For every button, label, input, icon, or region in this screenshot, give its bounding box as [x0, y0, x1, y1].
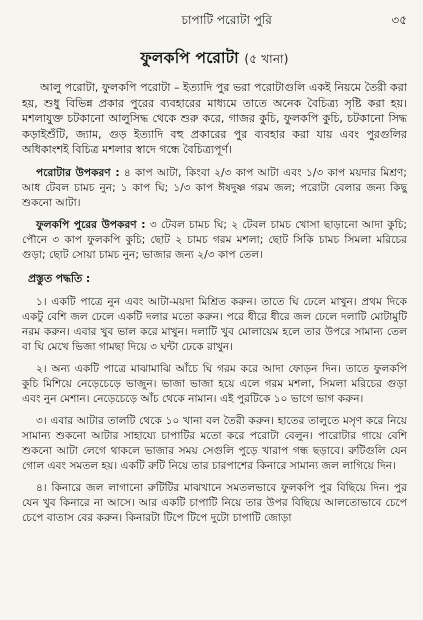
paratha-ingredients	[22, 166, 407, 211]
filling-ingredients	[22, 218, 407, 263]
page-number: ৩৫	[391, 13, 407, 27]
paratha-ingredients-label: পরোটার উপকরণ :	[36, 166, 120, 179]
recipe-intro: আলু পরোটা, ফুলকপি পরোটা – ইত্যাদি পুর ভরা পরোটাগুলি একই নিয়মে তৈরী করা হয়, শুধু বিভিন্ন প্রকার পুরের ব্যবহারের মাধ্যমে তাতে অনেক বৈচিত্র্য সৃষ্টি করা হয়। মশলাযুক্ত চটকানো আলুসিদ্ধ থেকে শুরু করে, গাজর কুচি, ফুলকপি কুচি, চটকানো সিদ্ধ কড়াইশুঁটি, জ্যাম, গুড় ইত্যাদি বহু প্রকারের পুর ব্যবহার করা যায় এবং পুরগুলির অধিকাংশই বিচিত্র মশলার স্বাদে গন্ধে বৈচিত্র্যপূর্ণ।	[22, 81, 407, 156]
paratha-ingredients-text: ৪ কাপ আটা, কিংবা ২/৩ কাপ আটা এবং ১/৩ কাপ ময়দার মিশ্রণ; আধ টেবল চামচ নুন; ১ কাপ ঘি; ১/৩ কাপ ঈষদুষ্ণ গরম জল; পরোটা বেলার জন্য কিছু শুকনো আটা।	[22, 166, 407, 209]
method-step: ১। একটি পাত্রে নুন এবং আটা-ময়দা মিশ্রিত করুন। তাতে ঘি ঢেলে মাখুন। প্রথম দিকে একটু বেশি জল ঢেলে একটি দলার মতো করুন। পরে ধীরে ধীরে জল ঢেলে দলাটি মোটামুটি নরম করুন। এবার খুব ভাল করে মাখুন। দলাটি খুব মোলায়েম হলে তার উপরে সামান্য তেল বা ঘি মেখে ভিজা গামছা দিয়ে ৩ ঘন্টা ঢেকে রাখুন।	[22, 295, 407, 353]
filling-ingredients-text: ৩ টেবল চামচ ঘি; ২ টেবল চামচ খোসা ছাড়ানো আদা কুচি; পৌনে ৩ কাপ ফুলকপি কুচি; ছোট ২ চামচ গরম মশলা; ছোট সিকি চামচ সিমলা মরিচের গুড়া; ছোট সোয়া চামচ নুন; ভাজার জন্য ২/৩ কাপ তেল।	[22, 218, 408, 261]
recipe-title	[22, 46, 407, 72]
recipe-title-text: ফুলকপি পরোটা	[140, 49, 239, 67]
method-step: ৪। কিনারে জল লাগানো রুটিটির মাঝখানে সমতলভাবে ফুলকপি পুর বিছিয়ে দিন। পুর যেন খুব কিনারে না আসে। আর একটি চাপাটি নিয়ে তার উপর বিছিয়ে আলতোভাবে চেপে চেপে বাতাস বের করুন। কিনারটা টিপে টিপে দুটো চাপাটি জোড়া	[22, 481, 407, 524]
method-step: ২। অন্য একটি পাত্রে মাঝামাঝি আঁচে ঘি গরম করে আদা ফোড়ন দিন। তাতে ফুলকপি কুচি মিশিয়ে নেড়েচেড়ে ভাজুন। ভাজা ভাজা হয়ে এলে গরম মশলা, সিমলা মরিচের গুড়া এবং নুন মেশান। নেড়েচেড়ে আঁচ থেকে নামান। এই পুরটিকে ১০ ভাগে ভাগ করুন।	[22, 362, 407, 405]
method-step: ৩। এবার আটার তালটি থেকে ১০ খানা বল তৈরী করুন। হাতের তালুতে মসৃণ করে নিয়ে সামান্য শুকনো আটার সাহায্যে চাপাটির মতো করে পরোটা বেলুন। পারোটার গায়ে বেশি শুকনো আটা লেগে থাকলে ভাজার সময় সেগুলি পুড়ে খারাপ গন্ধ ছড়াবে। রুটিগুলি যেন গোল এবং সমতল হয়। একটি রুটি নিয়ে তার চারপাশের কিনারে সামান্য জল লাগিয়ে দিন।	[22, 414, 407, 472]
filling-ingredients-label: ফুলকপি পুরের উপকরণ :	[36, 218, 146, 231]
running-title: চাপাটি পরোটা পুরি	[181, 13, 272, 27]
recipe-yield: (৫ খানা)	[244, 52, 289, 66]
method-heading: প্রস্তুত পদ্ধতি :	[28, 271, 91, 285]
running-header	[22, 12, 407, 32]
